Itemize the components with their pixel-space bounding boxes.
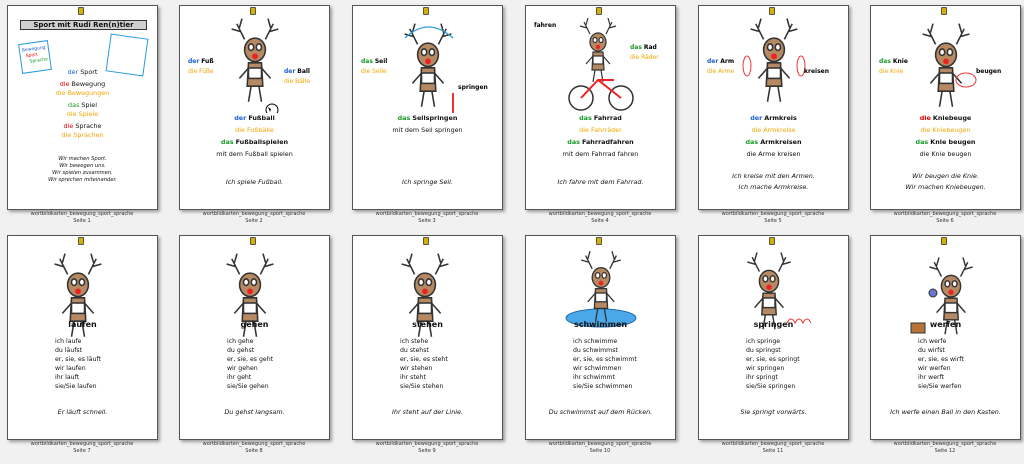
noun: Ball [297, 68, 310, 75]
sentence: Ich springe Seil. [402, 178, 453, 186]
conjugation-form: sie/Sie gehen [227, 383, 269, 390]
sentence: Wir sprechen miteinander. [48, 177, 117, 183]
article: die [66, 110, 77, 118]
pin-icon [78, 237, 84, 245]
article: der [188, 58, 200, 65]
page-number: Seite 1 [73, 218, 91, 224]
article: die [751, 126, 762, 134]
noun: Armkreisen [760, 138, 802, 146]
verb-title: werfen [929, 320, 962, 329]
page-number: Seite 3 [418, 218, 436, 224]
conjugation-list [871, 337, 1020, 391]
article: die [61, 131, 72, 139]
conjugation-form: ihr steht [400, 374, 426, 381]
page-number: Seite 9 [418, 448, 436, 454]
card-cell [518, 5, 690, 230]
article: das [220, 138, 234, 146]
article: die [59, 80, 70, 88]
conjugation-form: wir laufen [55, 365, 86, 372]
conjugation-form: du gehst [227, 347, 255, 354]
pin-icon [941, 7, 947, 15]
page-number: Seite 11 [762, 448, 784, 454]
conjugation-form: wir springen [746, 365, 785, 372]
noun: Seil [374, 58, 388, 65]
sentence: Wir machen Kniebeugen. [905, 183, 986, 191]
article: das [567, 138, 580, 146]
sentence: Wir bewegen uns. [59, 163, 106, 169]
conjugation-form: ich gehe [227, 338, 254, 345]
conjugation-form: wir schwimmen [573, 365, 622, 372]
conjugation-list [353, 337, 502, 391]
word-line [8, 131, 157, 139]
pin-icon [596, 7, 602, 15]
conjugation-form: ihr werft [918, 374, 945, 381]
sentence: Wir beugen die Knie. [912, 172, 979, 180]
noun: Armkreis [764, 114, 797, 122]
word-line [180, 138, 329, 146]
page-number: Seite 10 [589, 448, 611, 454]
page-number: Seite 6 [936, 218, 954, 224]
noun: springen [458, 84, 488, 91]
noun: Kniebeugen [932, 126, 971, 134]
label-left [534, 22, 556, 29]
conjugation-form: wir werfen [918, 365, 951, 372]
label-right [804, 68, 829, 75]
phrase: mit dem Seil springen [392, 126, 463, 134]
sentence: Du schwimmst auf dem Rücken. [548, 408, 653, 416]
article: das [915, 138, 929, 146]
page-caption-doc: wortbildkarten_bewegung_sport_sprache [30, 211, 134, 217]
card-cell [863, 5, 1024, 230]
word-line [353, 114, 502, 122]
page-caption-doc: wortbildkarten_bewegung_sport_sprache [548, 211, 652, 217]
conjugation-list [8, 337, 157, 391]
article: das [879, 58, 891, 65]
pin-icon [769, 7, 775, 15]
noun: Armkreise [763, 126, 796, 134]
conjugation-form: du läufst [55, 347, 83, 354]
noun: Fuß [201, 58, 214, 65]
noun: Sport [80, 68, 98, 76]
word-line [699, 114, 848, 122]
pin-icon [250, 237, 256, 245]
word-card[interactable] [525, 5, 676, 210]
article: das [630, 44, 642, 51]
label-right [284, 68, 310, 85]
noun: Kniebeuge [932, 114, 972, 122]
phrase: die Knie beugen [919, 150, 972, 158]
sentence: Ihr steht auf der Linie. [392, 408, 463, 416]
pin-icon [596, 237, 602, 245]
label-left [707, 58, 734, 75]
noun: Sprachen [73, 131, 104, 139]
pin-icon [941, 237, 947, 245]
conjugation-form: ich laufe [55, 338, 82, 345]
word-line [871, 114, 1020, 122]
page-caption-doc: wortbildkarten_bewegung_sport_sprache [30, 441, 134, 447]
page-number: Seite 4 [591, 218, 609, 224]
page-caption-doc: wortbildkarten_bewegung_sport_sprache [893, 441, 997, 447]
article: der [284, 68, 296, 75]
article: die [919, 114, 931, 122]
word-card[interactable] [352, 5, 503, 210]
word-card[interactable] [525, 235, 676, 440]
page-caption-doc: wortbildkarten_bewegung_sport_sprache [375, 211, 479, 217]
phrase: mit dem Fahrrad fahren [562, 150, 639, 158]
word-line [699, 126, 848, 134]
conjugation-form: wir gehen [227, 365, 258, 372]
word-line [180, 114, 329, 122]
word-line [526, 138, 675, 146]
conjugation-form: ich springe [746, 338, 781, 345]
conjugation-form: sie/Sie stehen [400, 383, 444, 390]
noun: Bewegung [71, 80, 106, 88]
card-cell [863, 235, 1024, 460]
word-line [8, 68, 157, 76]
verb-title: springen [753, 320, 794, 329]
article: das [68, 101, 80, 109]
phrase: mit dem Fußball spielen [216, 150, 293, 158]
word-card[interactable] [870, 5, 1021, 210]
pin-icon [423, 7, 429, 15]
word-line [871, 138, 1020, 146]
conjugation-list [180, 337, 329, 391]
label-left [188, 58, 214, 75]
sentence: Du gehst langsam. [224, 408, 285, 416]
word-card[interactable] [7, 235, 158, 440]
noun: Arm [720, 58, 735, 65]
noun: Fußbälle [246, 126, 274, 134]
conjugation-form: wir stehen [400, 365, 433, 372]
plural: die Räder [630, 54, 659, 61]
plural: die Bälle [284, 78, 310, 85]
sentence: Wir machen Sport. [58, 156, 107, 162]
page-number: Seite 7 [73, 448, 91, 454]
conjugation-form: er, sie, es schwimmt [573, 356, 637, 363]
sentence: Ich mache Armkreise. [738, 183, 809, 191]
conjugation-form: er, sie, es geht [227, 356, 274, 363]
page-caption-doc: wortbildkarten_bewegung_sport_sprache [893, 211, 997, 217]
conjugation-form: sie/Sie springen [746, 383, 796, 390]
pin-icon [769, 237, 775, 245]
word-card[interactable] [352, 235, 503, 440]
card-cell [691, 5, 863, 230]
card-title: Sport mit Rudi Ren(n)tier [20, 20, 147, 30]
word-line [526, 114, 675, 122]
plural: die Seile [361, 68, 387, 75]
noun: Fahrrad [593, 114, 622, 122]
conjugation-form: ihr springt [746, 374, 778, 381]
card-cell [172, 5, 344, 230]
page-caption-doc: wortbildkarten_bewegung_sport_sprache [375, 441, 479, 447]
noun: Knie beugen [930, 138, 976, 146]
noun: Fahrräder [591, 126, 622, 134]
pin-icon [250, 7, 256, 15]
label-left [361, 58, 387, 75]
word-card[interactable] [7, 5, 158, 210]
label-right [458, 84, 488, 91]
article: das [397, 114, 411, 122]
conjugation-list [699, 337, 848, 391]
page-caption-doc: wortbildkarten_bewegung_sport_sprache [202, 211, 306, 217]
article: die [235, 126, 245, 134]
sentence: Ich spiele Fußball. [225, 178, 284, 186]
noun: Rad [643, 44, 657, 51]
verb-title: laufen [68, 320, 97, 329]
verb-title: schwimmen [573, 320, 628, 329]
label-right [630, 44, 659, 61]
word-line [8, 89, 157, 97]
page-caption-doc: wortbildkarten_bewegung_sport_sprache [721, 211, 825, 217]
book-word: Sport [25, 52, 39, 60]
conjugation-form: sie/Sie schwimmen [573, 383, 633, 390]
article: die [55, 89, 66, 97]
word-card[interactable] [698, 235, 849, 440]
page-number: Seite 5 [764, 218, 782, 224]
word-line [699, 138, 848, 146]
conjugation-form: ich schwimme [573, 338, 618, 345]
label-left [879, 58, 908, 75]
conjugation-form: du stehst [400, 347, 429, 354]
article: der [707, 58, 719, 65]
verb-title: stehen [412, 320, 443, 329]
conjugation-form: er, sie, es läuft [55, 356, 101, 363]
card-cell [172, 235, 344, 460]
conjugation-form: sie/Sie laufen [55, 383, 97, 390]
label-right [976, 68, 1001, 75]
conjugation-form: ich werfe [918, 338, 947, 345]
page-number: Seite 2 [245, 218, 263, 224]
card-cell [691, 235, 863, 460]
conjugation-form: ihr lauft [55, 374, 80, 381]
book-word: Sprache [29, 57, 49, 65]
page-caption-doc: wortbildkarten_bewegung_sport_sprache [548, 441, 652, 447]
noun: Sprache [75, 122, 102, 130]
conjugation-form: er, sie, es springt [746, 356, 800, 363]
word-card[interactable] [179, 5, 330, 210]
pin-icon [78, 7, 84, 15]
plural: die Füße [188, 68, 214, 75]
sentence: Sie springt vorwärts. [740, 408, 807, 416]
plural: die Arme [707, 68, 735, 75]
reindeer-illustration [526, 18, 675, 113]
word-line [8, 122, 157, 130]
article: die [920, 126, 931, 134]
noun: Bewegungen [67, 89, 110, 97]
noun: Seilspringen [412, 114, 458, 122]
sentence: Er läuft schnell. [57, 408, 108, 416]
article: das [745, 138, 759, 146]
sentence: Wir spielen zusammen. [52, 170, 113, 176]
article: die [579, 126, 589, 134]
article: der [234, 114, 247, 122]
word-line [871, 126, 1020, 134]
phrase: die Arme kreisen [746, 150, 801, 158]
word-line [526, 126, 675, 134]
word-line [8, 80, 157, 88]
word-card[interactable] [179, 235, 330, 440]
conjugation-form: du springst [746, 347, 781, 354]
noun: fahren [534, 22, 557, 29]
word-line [8, 110, 157, 118]
page-caption-doc: wortbildkarten_bewegung_sport_sprache [202, 441, 306, 447]
conjugation-list [526, 337, 675, 391]
word-card[interactable] [698, 5, 849, 210]
page-caption-doc: wortbildkarten_bewegung_sport_sprache [721, 441, 825, 447]
word-card[interactable] [870, 235, 1021, 440]
word-line [180, 126, 329, 134]
conjugation-form: ihr schwimmt [573, 374, 615, 381]
noun: Knie [892, 58, 908, 65]
page-number: Seite 12 [934, 448, 956, 454]
noun: beugen [976, 68, 1002, 75]
article: der [67, 68, 79, 76]
conjugation-form: du wirfst [918, 347, 945, 354]
plural: die Knie [879, 68, 904, 75]
noun: Fahrradfahren [582, 138, 634, 146]
card-cell [345, 235, 517, 460]
noun: kreisen [804, 68, 829, 75]
conjugation-form: er, sie, es steht [400, 356, 448, 363]
conjugation-form: du schwimmst [573, 347, 618, 354]
verb-title: gehen [240, 320, 269, 329]
article: der [750, 114, 763, 122]
page-number: Seite 8 [245, 448, 263, 454]
word-line [8, 101, 157, 109]
article: das [361, 58, 373, 65]
conjugation-form: ich stehe [400, 338, 429, 345]
card-cell [0, 5, 172, 230]
conjugation-form: er, sie, es wirft [918, 356, 964, 363]
pin-icon [423, 237, 429, 245]
book-word: Bewegung [21, 45, 46, 54]
sentence: Ich werfe einen Ball in den Kasten. [890, 408, 1001, 416]
sentence: Ich fahre mit dem Fahrrad. [557, 178, 644, 186]
noun: Fußballspielen [235, 138, 289, 146]
card-cell [518, 235, 690, 460]
card-cell [0, 235, 172, 460]
noun: Fußball [248, 114, 275, 122]
conjugation-form: sie/Sie werfen [918, 383, 962, 390]
article: das [579, 114, 592, 122]
noun: Spiele [78, 110, 99, 118]
sentence: Ich kreise mit den Armen. [732, 172, 815, 180]
conjugation-form: ihr geht [227, 374, 252, 381]
noun: Spiel [81, 101, 97, 109]
card-cell [345, 5, 517, 230]
article: die [63, 122, 74, 130]
